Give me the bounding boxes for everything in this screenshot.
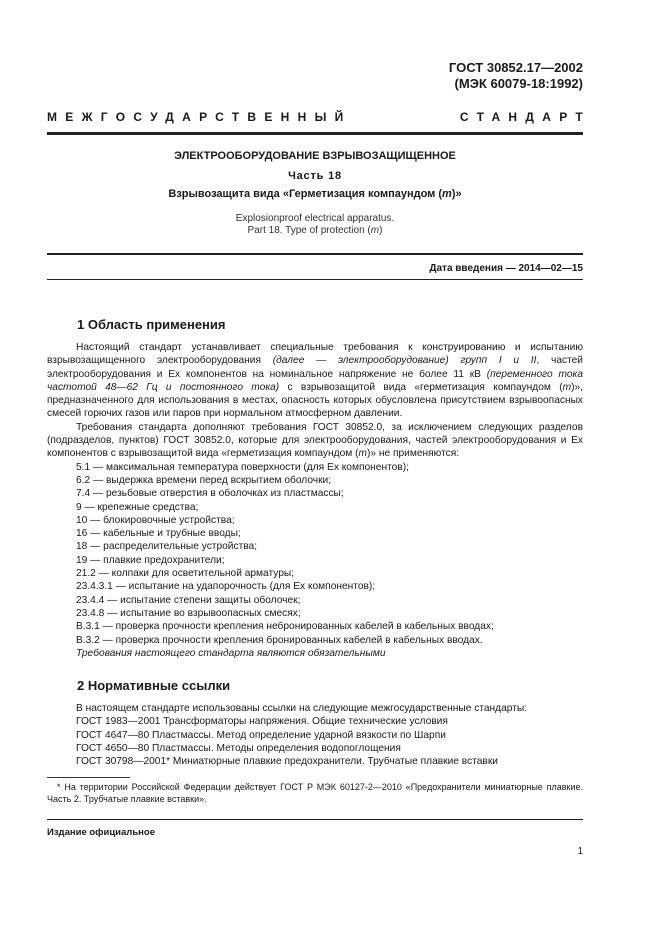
reference-item: ГОСТ 1983—2001 Трансформаторы напряжения. Общие технические условия [76, 716, 448, 728]
footer-divider [47, 819, 583, 820]
banner-word-standard: СТАНДАРТ [459, 110, 591, 124]
iec-number: (МЭК 60079-18:1992) [454, 76, 583, 91]
list-item: 7.4 — резьбовые отверстия в оболочках из пластмассы; [76, 488, 344, 500]
mandatory-note: Требования настоящего стандарта являются обязательными [76, 647, 386, 659]
english-title: Explosionproof electrical apparatus. Part 18. Type of protection (m) [235, 213, 395, 236]
section2-body [47, 702, 583, 768]
title-divider [47, 253, 583, 255]
reference-item: ГОСТ 4650—80 Пластмассы. Методы определения водопоглощения [76, 742, 401, 754]
interstate-standard-banner [47, 110, 591, 124]
list-item: 23.4.8 — испытание во взрывоопасных смесях; [76, 607, 301, 619]
list-item: 10 — блокировочные устройства; [76, 514, 235, 526]
official-edition-label: Издание официальное [47, 827, 155, 838]
paragraph: Настоящий стандарт устанавливает специальные требования к конструированию и испытанию взрывозащищенного электрооборудования (далее — электрооборудование) групп I и II, частей электрооборудования и Ex компонентов на номинальное напряжение не более 11 кВ (переменного тока частотой 48—62 Гц и постоянного тока) с взрывозащитой вида «герметизация компаундом (m)», предназначенного для использования в местах, опасность которых обусловлена присутствием взрывоопасных смесей горючих газов или паров при нормальном атмосферном давлении. [47, 342, 583, 420]
list-item: 16 — кабельные и трубные вводы; [76, 528, 241, 540]
gost-number: ГОСТ 30852.17—2002 [448, 60, 583, 75]
introduction-date: Дата введения — 2014—02—15 [429, 263, 583, 274]
title-subtitle: Взрывозащита вида «Герметизация компаундом (m)» [168, 188, 462, 200]
list-item: 6.2 — выдержка времени перед вскрытием оболочки; [76, 474, 332, 486]
list-item: 18 — распределительные устройства; [76, 541, 258, 553]
document-number [449, 60, 583, 92]
list-item: 23.4.3.1 — испытание на удапорочность (для Ex компонентов); [76, 581, 376, 593]
list-item: B.3.2 — проверка прочности крепления бронированных кабелей в кабельных вводах. [76, 634, 483, 646]
header-divider [47, 132, 583, 135]
footnote-divider [47, 777, 130, 778]
list-item: 23.4.4 — испытание степени защиты оболочек; [76, 594, 301, 606]
title-line: ЭЛЕКТРООБОРУДОВАНИЕ ВЗРЫВОЗАЩИЩЕННОЕ [174, 150, 456, 162]
list-item: 5.1 — максимальная температура поверхности (для Ex компонентов); [76, 461, 409, 473]
list-item: 19 — плавкие предохранители; [76, 554, 225, 566]
title-part: Часть 18 [288, 170, 342, 182]
list-item: B.3.1 — проверка прочности крепления небронированных кабелей в кабельных вводах; [76, 621, 494, 633]
list-item: 21.2 — колпаки для осветительной арматуры; [76, 568, 295, 580]
section-heading: 1 Область применения [77, 317, 226, 332]
section1-body [47, 341, 583, 660]
section-heading: 2 Нормативные ссылки [77, 678, 231, 693]
reference-item: ГОСТ 30798—2001* Миниатюрные плавкие предохранители. Трубчатые плавкие вставки [76, 756, 498, 768]
banner-word-interstate: МЕЖГОСУДАРСТВЕННЫЙ [47, 110, 352, 124]
footnote: * На территории Российской Федерации действует ГОСТ Р МЭК 60127-2—2010 «Предохранители миниатюрные плавкие. Часть 2. Трубчатые плавкие вставки». [47, 782, 583, 804]
reference-item: ГОСТ 4647—80 Пластмассы. Метод определение ударной вязкости по Шарпи [76, 729, 446, 741]
page-number: 1 [577, 846, 583, 857]
list-item: 9 — крепежные средства; [76, 501, 199, 513]
paragraph: Требования стандарта дополняют требования ГОСТ 30852.0, за исключением следующих разделов (подразделов, пунктов) ГОСТ 30852.0, которые для электрооборудования, частей электрооборудования и Ex компонентов с взрывозащитой вида «герметизация компаундом (m)» не применяются: [47, 421, 583, 460]
paragraph: В настоящем стандарте использованы ссылки на следующие межгосударственные стандарты: [76, 703, 528, 714]
date-divider [47, 279, 583, 280]
